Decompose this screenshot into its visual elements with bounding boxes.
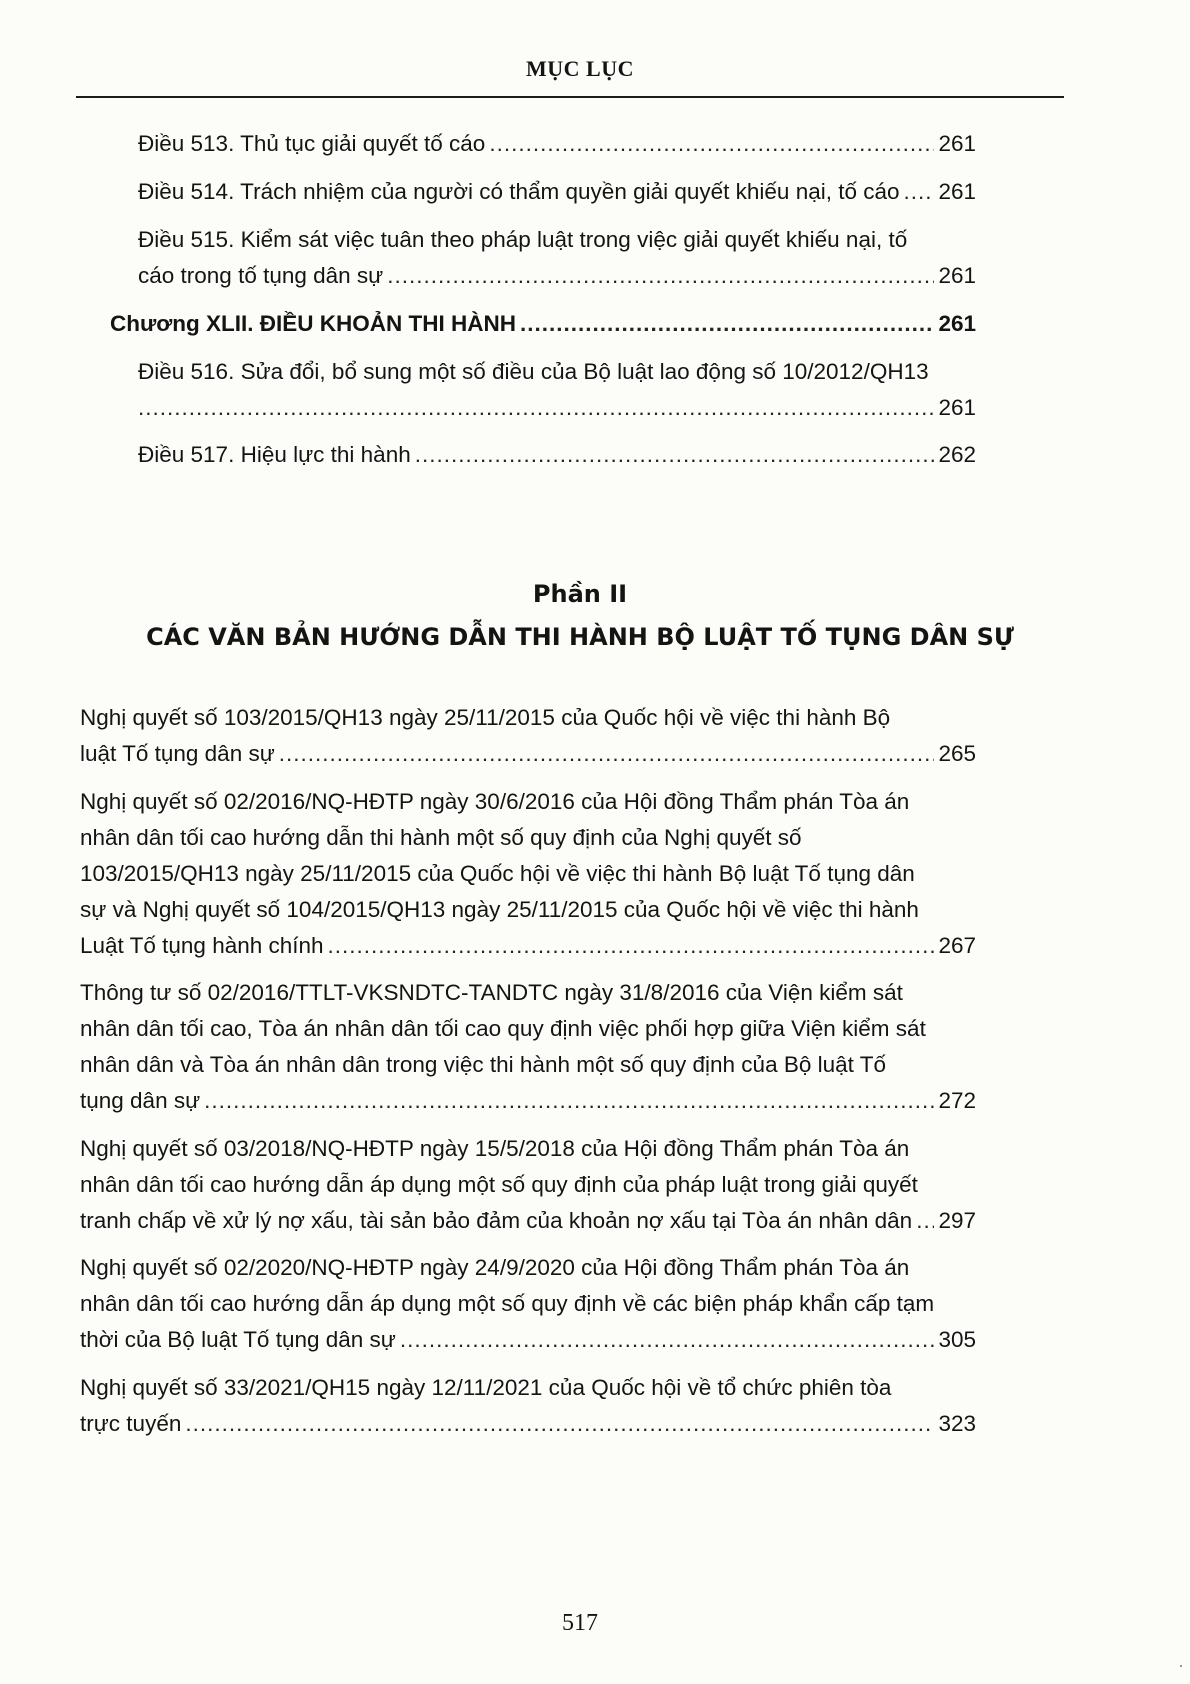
leader-dots — [328, 932, 935, 960]
toc-doc-2-line3: 103/2015/QH13 ngày 25/11/2015 của Quốc hội về việc thi hành Bộ luật Tố tụng dân — [80, 861, 915, 886]
toc-entry-dieu-516 — [138, 394, 976, 422]
leader-dots — [916, 1207, 934, 1235]
toc-doc-3-line3: nhân dân và Tòa án nhân dân trong việc thi hành một số quy định của Bộ luật Tố — [80, 1052, 886, 1077]
toc-page-number: 323 — [938, 1411, 976, 1436]
toc-doc-2-line4: sự và Nghị quyết số 104/2015/QH13 ngày 25/11/2015 của Quốc hội về việc thi hành — [80, 897, 919, 922]
toc-entry-text: Luật Tố tụng hành chính — [80, 933, 324, 958]
toc-doc-4-line2: nhân dân tối cao hướng dẫn áp dụng một số quy định của pháp luật trong giải quyết — [80, 1172, 918, 1197]
toc-chapter-xlii — [110, 310, 976, 338]
toc-doc-4 — [80, 1207, 976, 1235]
toc-entry-dieu-517 — [138, 441, 976, 469]
leader-dots — [138, 394, 934, 422]
toc-doc-1-line1: Nghị quyết số 103/2015/QH13 ngày 25/11/2015 của Quốc hội về việc thi hành Bộ — [80, 705, 891, 730]
chapter-title: Chương XLII. ĐIỀU KHOẢN THI HÀNH — [110, 311, 517, 336]
toc-entry-dieu-516-line1: Điều 516. Sửa đổi, bổ sung một số điều của Bộ luật lao động số 10/2012/QH13 — [138, 359, 929, 384]
toc-doc-2-line1: Nghị quyết số 02/2016/NQ-HĐTP ngày 30/6/2016 của Hội đồng Thẩm phán Tòa án — [80, 789, 910, 814]
toc-doc-5-line2: nhân dân tối cao hướng dẫn áp dụng một số quy định về các biện pháp khẩn cấp tạm — [80, 1291, 935, 1316]
toc-page-number: 305 — [938, 1327, 976, 1352]
toc-doc-1 — [80, 740, 976, 768]
toc-entry-text: Điều 514. Trách nhiệm của người có thẩm quyền giải quyết khiếu nại, tố cáo — [138, 179, 900, 204]
toc-entry-text: thời của Bộ luật Tố tụng dân sự — [80, 1327, 396, 1352]
toc-doc-3-line1: Thông tư số 02/2016/TTLT-VKSNDTC-TANDTC ngày 31/8/2016 của Viện kiểm sát — [80, 980, 903, 1005]
part-title: CÁC VĂN BẢN HƯỚNG DẪN THI HÀNH BỘ LUẬT TỐ TỤNG DÂN SỰ — [146, 623, 1014, 651]
toc-entry-dieu-515 — [138, 262, 976, 290]
leader-dots — [387, 262, 934, 290]
toc-entry-text: Điều 517. Hiệu lực thi hành — [138, 442, 411, 467]
leader-dots — [489, 130, 934, 158]
toc-doc-5-line1: Nghị quyết số 02/2020/NQ-HĐTP ngày 24/9/2020 của Hội đồng Thẩm phán Tòa án — [80, 1255, 910, 1280]
toc-doc-4-line1: Nghị quyết số 03/2018/NQ-HĐTP ngày 15/5/2018 của Hội đồng Thẩm phán Tòa án — [80, 1136, 910, 1161]
page-number: 517 — [562, 1610, 598, 1636]
toc-page-number: 261 — [938, 179, 976, 204]
toc-doc-6 — [80, 1410, 976, 1438]
toc-page-number: 261 — [938, 131, 976, 156]
toc-entry-text: tranh chấp về xử lý nợ xấu, tài sản bảo đảm của khoản nợ xấu tại Tòa án nhân dân — [80, 1208, 913, 1233]
leader-dots — [279, 740, 935, 768]
toc-doc-2 — [80, 932, 976, 960]
leader-dots — [400, 1326, 935, 1354]
toc-page-number: 265 — [938, 741, 976, 766]
toc-entry-text: Điều 513. Thủ tục giải quyết tố cáo — [138, 131, 486, 156]
leader-dots — [204, 1087, 934, 1115]
toc-page-number: 262 — [938, 442, 976, 467]
part-label: Phần II — [532, 580, 628, 608]
toc-entry-text: luật Tố tụng dân sự — [80, 741, 275, 766]
leader-dots — [904, 178, 935, 206]
leader-dots — [520, 310, 934, 338]
leader-dots — [185, 1410, 934, 1438]
toc-entry-text: trực tuyến — [80, 1411, 182, 1436]
scan-mark: · — [1178, 1655, 1184, 1675]
toc-page-number: 267 — [938, 933, 976, 958]
toc-page-number: 261 — [938, 395, 976, 420]
toc-doc-2-line2: nhân dân tối cao hướng dẫn thi hành một số quy định của Nghị quyết số — [80, 825, 802, 850]
toc-doc-3 — [80, 1087, 976, 1115]
running-header: MỤC LỤC — [526, 56, 634, 81]
toc-page-number: 261 — [938, 311, 976, 336]
toc-page-number: 272 — [938, 1088, 976, 1113]
toc-page-number: 297 — [938, 1208, 976, 1233]
toc-entry-dieu-514 — [138, 178, 976, 206]
toc-entry-text: cáo trong tố tụng dân sự — [138, 263, 384, 288]
toc-doc-6-line1: Nghị quyết số 33/2021/QH15 ngày 12/11/2021 của Quốc hội về tổ chức phiên tòa — [80, 1375, 892, 1400]
toc-doc-3-line2: nhân dân tối cao, Tòa án nhân dân tối cao quy định việc phối hợp giữa Viện kiểm sát — [80, 1016, 926, 1041]
leader-dots — [415, 441, 935, 469]
header-rule — [76, 96, 1064, 98]
toc-doc-5 — [80, 1326, 976, 1354]
toc-entry-dieu-515-line1: Điều 515. Kiểm sát việc tuân theo pháp luật trong việc giải quyết khiếu nại, tố — [138, 227, 908, 252]
toc-entry-text: tụng dân sự — [80, 1088, 201, 1113]
toc-page-number: 261 — [938, 263, 976, 288]
toc-entry-dieu-513 — [138, 130, 976, 158]
